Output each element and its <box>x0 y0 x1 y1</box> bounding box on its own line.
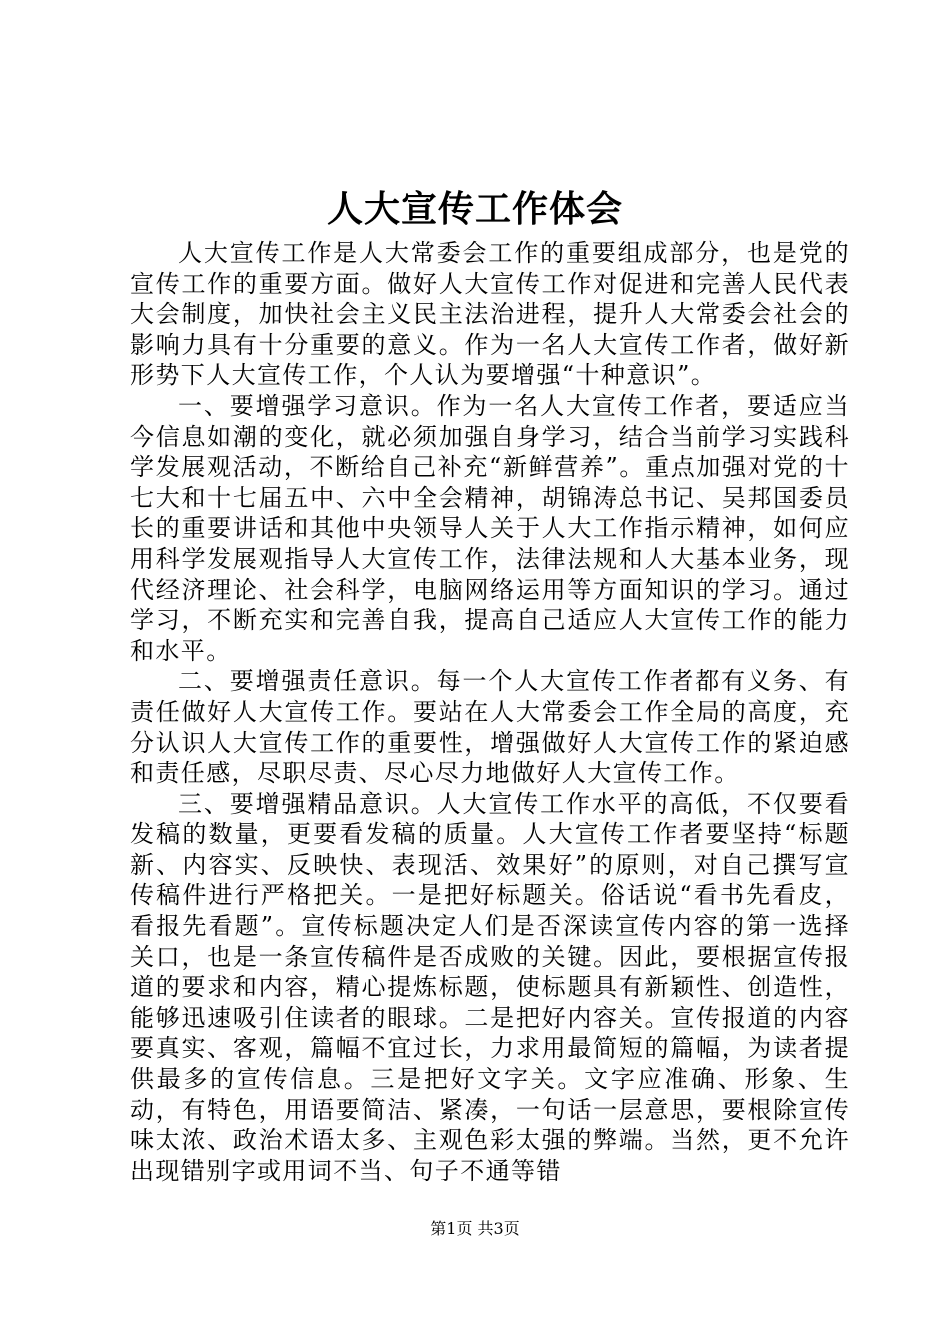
paragraph-quality-awareness: 三、要增强精品意识。人大宣传工作水平的高低，不仅要看发稿的数量，更要看发稿的质量。人大宣传工作者要坚持“标题新、内容实、反映快、表现活、效果好”的原则，对自己撰写宣传稿件进行严格把关。一是把好标题关。俗话说“看书先看皮，看报先看题”。宣传标题决定人们是否深读宣传内容的第一选择关口，也是一条宣传稿件是否成败的关键。因此，要根据宣传报道的要求和内容，精心提炼标题，使标题具有新颖性、创造性，能够迅速吸引住读者的眼球。二是把好内容关。宣传报道的内容要真实、客观，篇幅不宜过长，力求用最简短的篇幅，为读者提供最多的宣传信息。三是把好文字关。文字应准确、形象、生动，有特色，用语要简洁、紧凑，一句话一层意思，要根除宣传味太浓、政治术语太多、主观色彩太强的弊端。当然，更不允许出现错别字或用词不当、句子不通等错 <box>130 789 850 1185</box>
page-footer: 第1页 共3页 <box>430 1219 520 1238</box>
paragraph-learning-awareness: 一、要增强学习意识。作为一名人大宣传工作者，要适应当今信息如潮的变化，就必须加强自身学习，结合当前学习实践科学发展观活动，不断给自己补充“新鲜营养”。重点加强对党的十七大和十七届五中、六中全会精神，胡锦涛总书记、吴邦国委员长的重要讲话和其他中央领导人关于人大工作指示精神，如何应用科学发展观指导人大宣传工作，法律法规和人大基本业务，现代经济理论、社会科学，电脑网络运用等方面知识的学习。通过学习，不断充实和完善自我，提高自己适应人大宣传工作的能力和水平。 <box>130 391 850 665</box>
paragraph-intro: 人大宣传工作是人大常委会工作的重要组成部分，也是党的宣传工作的重要方面。做好人大宣传工作对促进和完善人民代表大会制度，加快社会主义民主法治进程，提升人大常委会社会的影响力具有十分重要的意义。作为一名人大宣传工作者，做好新形势下人大宣传工作，个人认为要增强“十种意识”。 <box>130 239 850 390</box>
paragraph-responsibility-awareness: 二、要增强责任意识。每一个人大宣传工作者都有义务、有责任做好人大宣传工作。要站在人大常委会工作全局的高度，充分认识人大宣传工作的重要性，增强做好人大宣传工作的紧迫感和责任感，尽职尽责、尽心尽力地做好人大宣传工作。 <box>130 667 850 788</box>
document-title: 人大宣传工作体会 <box>326 188 623 230</box>
document-body <box>130 238 850 1186</box>
